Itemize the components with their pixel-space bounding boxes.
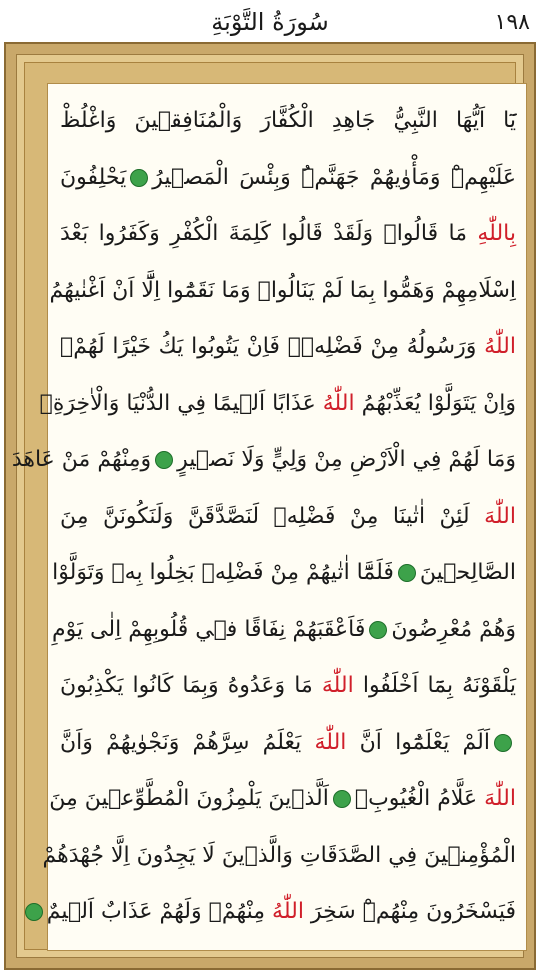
verse-text: وَرَسُولُهُ مِنْ فَضْلِهٖۚ فَاِنْ يَتُوبُوا يَكُ خَيْرًا لَهُمْۚ [60, 334, 485, 359]
verse-text: يَحْلِفُونَ [60, 164, 127, 190]
frame-band [11, 54, 524, 958]
verse-text: اِسْلَامِهِمْ وَهَمُّوا بِمَا لَمْ يَنَالُواۚ وَمَا نَقَمُٓوا اِلَّٓا اَنْ اَغْنٰيهُمُ [49, 277, 516, 303]
verse-text: مَا وَعَدُوهُ وَبِمَا كَانُوا يَكْذِبُونَ [60, 673, 322, 698]
verse-text: اَلَّذٖينَ يَلْمِزُونَ الْمُطَّوِّعٖينَ مِنَ [49, 786, 329, 811]
divine-name: اللّٰهَ [484, 786, 516, 811]
verse-text: فَيَسْخَرُونَ مِنْهُمْۜ سَخِرَ [303, 899, 516, 924]
page-header [0, 0, 540, 44]
verse-end-marker-icon [25, 903, 43, 921]
verse-end-marker-icon [130, 169, 148, 187]
verse-text: وَمِنْهُمْ مَنْ عَاهَدَ [11, 447, 152, 472]
verse-line [42, 829, 516, 883]
verse-text: وَهُمْ مُعْرِضُونَ [391, 616, 516, 642]
page-number: ١٩٨ [494, 10, 530, 35]
divine-name: بِاللّٰهِ [477, 221, 516, 246]
verse-text: الْمُؤْمِنٖينَ فِي الصَّدَقَاتِ وَالَّذٖينَ لَا يَجِدُونَ اِلَّا جُهْدَهُمْ [42, 842, 516, 868]
verse-line [60, 151, 516, 205]
verse-text: فَلَمَّٓا اٰتٰيهُمْ مِنْ فَضْلِهٖ بَخِلُوا بِهٖ وَتَوَلَّوْا [52, 560, 394, 585]
text-panel [11, 83, 527, 951]
verse-text: يَعْلَمُ سِرَّهُمْ وَنَجْوٰيهُمْ وَاَنَّ [60, 729, 315, 755]
verse-line [51, 603, 516, 657]
verse-line [11, 433, 516, 487]
verse-text: مَا قَالُواۜ وَلَقَدْ قَالُوا كَلِمَةَ الْكُفْرِ وَكَفَرُوا بَعْدَ [60, 221, 478, 246]
verse-line [49, 264, 516, 318]
verse-text: الصَّالِحٖينَ [419, 560, 516, 585]
frame-inner-border [11, 62, 516, 950]
verse-line [60, 94, 516, 148]
verse-text: اَلَمْ يَعْلَمُٓوا اَنَّ [346, 729, 491, 755]
verse-line [60, 490, 516, 544]
verse-line [60, 320, 516, 374]
divine-name: اللّٰهَ [321, 673, 354, 698]
verse-text: يَلْقَوْنَهُ بِمَٓا اَخْلَفُوا [353, 673, 516, 698]
divine-name: اللّٰهُ [484, 334, 516, 359]
verse-text: مِنْهُمْۘ وَلَهُمْ عَذَابٌ اَلٖيمٌ [46, 899, 273, 924]
verse-text: وَمَا لَهُمْ فِي الْاَرْضِ مِنْ وَلِيٍّ وَلَا نَصٖيرٍ [177, 447, 516, 472]
divine-name: اللّٰهَ [314, 729, 347, 755]
verse-end-marker-icon [333, 790, 351, 808]
verse-line [60, 659, 516, 713]
divine-name: اللّٰهُ [272, 899, 304, 924]
verse-end-marker-icon [494, 734, 512, 752]
divine-name: اللّٰهَ [484, 503, 516, 529]
verse-line [52, 546, 516, 600]
verse-text: فَاَعْقَبَهُمْ نِفَاقًا فٖي قُلُوبِهِمْ اِلٰى يَوْمِ [51, 616, 366, 642]
verse-end-marker-icon [369, 621, 387, 639]
verse-text: عَلَيْهِمْۜ وَمَأْوٰيهُمْ جَهَنَّمُۜ وَبِئْسَ الْمَصٖيرُ [152, 164, 516, 190]
verse-end-marker-icon [398, 564, 416, 582]
verse-line [39, 377, 516, 431]
verse-line [60, 207, 516, 261]
verse-line [60, 716, 516, 770]
surah-title: سُورَةُ التَّوْبَةِ [211, 8, 329, 36]
verse-text: عَلَّامُ الْغُيُوبِۚ [354, 786, 485, 811]
verse-text: يَٓا اَيُّهَا النَّبِيُّ جَاهِدِ الْكُفَّارَ وَالْمُنَافِقٖينَ وَاغْلُظْ [60, 108, 516, 133]
verse-end-marker-icon [155, 451, 173, 469]
verse-line [46, 885, 516, 939]
verse-line [49, 772, 516, 826]
verse-text: عَذَابًا اَلٖيمًا فِي الدُّنْيَا وَالْاٰخِرَةِۚ [39, 390, 323, 416]
ornamental-frame [4, 42, 536, 970]
verse-text: لَئِنْ اٰتٰينَا مِنْ فَضْلِهٖ لَنَصَّدَّقَنَّ وَلَنَكُونَنَّ مِنَ [60, 503, 485, 529]
divine-name: اللّٰهُ [322, 390, 355, 416]
verse-text: وَاِنْ يَتَوَلَّوْا يُعَذِّبْهُمُ [354, 390, 516, 416]
